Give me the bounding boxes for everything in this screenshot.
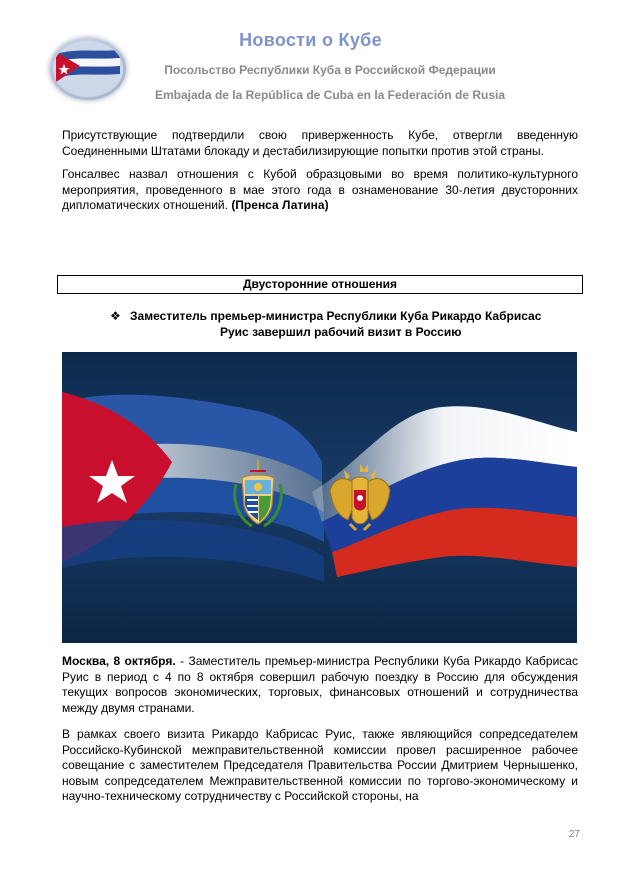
- header-subtitle-es: Embajada de la República de Cuba en la Federación de Rusia: [154, 88, 506, 102]
- source-credit: (Пренса Латина): [231, 198, 329, 212]
- paragraph-support: Присутствующие подтвердили свою приверженность Кубе, отвергли введенную Соединенными Штатами блокаду и дестабилизирующие попытки против этой страны.: [62, 128, 578, 158]
- article-paragraph-meeting: В рамках своего визита Рикардо Кабрисас Руис, также являющийся сопредседателем Российско-Кубинской межправительственной комиссии провел расширенное рабочее совещание с заместителем Председателя Правительства России Дмитрием Чернышенко, новым сопредседателем Межправительственной комиссии по торгово-экономическому и научно-техническому сотрудничеству с Российской стороны, на: [62, 727, 578, 803]
- section-heading: Двусторонние отношения: [57, 275, 583, 294]
- article-lead-text: - Заместитель премьер-министра Республики Куба Рикардо Кабрисас Руис в период с 4 по 8 октября совершил рабочую поездку в Россию для обсуждения текущих вопросов экономических, торговых, финансовых отношений и сотрудничества между двумя странами.: [62, 654, 578, 715]
- article-lead-paragraph: [62, 654, 578, 716]
- paragraph-gonsalves: [62, 167, 578, 214]
- headline-line-1: Заместитель премьер-министра Республики Куба Рикардо Кабрисас: [130, 309, 542, 323]
- headline-line-2: Руис завершил рабочий визит в Россию: [220, 324, 462, 339]
- header-subtitle-ru: Посольство Республики Куба в Российской Федерации: [164, 63, 496, 77]
- page-number: 27: [568, 829, 580, 840]
- diamond-bullet-icon: ❖: [110, 309, 121, 323]
- page-header: [0, 0, 621, 110]
- article-dateline: Москва, 8 октября.: [62, 654, 176, 668]
- article-photo: [62, 352, 577, 643]
- header-title: Новости о Кубе: [239, 30, 382, 50]
- paragraph-gonsalves-text: Гонсалвес назвал отношения с Кубой образцовыми во время политико-культурного мероприятия, проведенного в мае этого года в ознаменование 30-летия двусторонних дипломатических отношений.: [62, 167, 578, 212]
